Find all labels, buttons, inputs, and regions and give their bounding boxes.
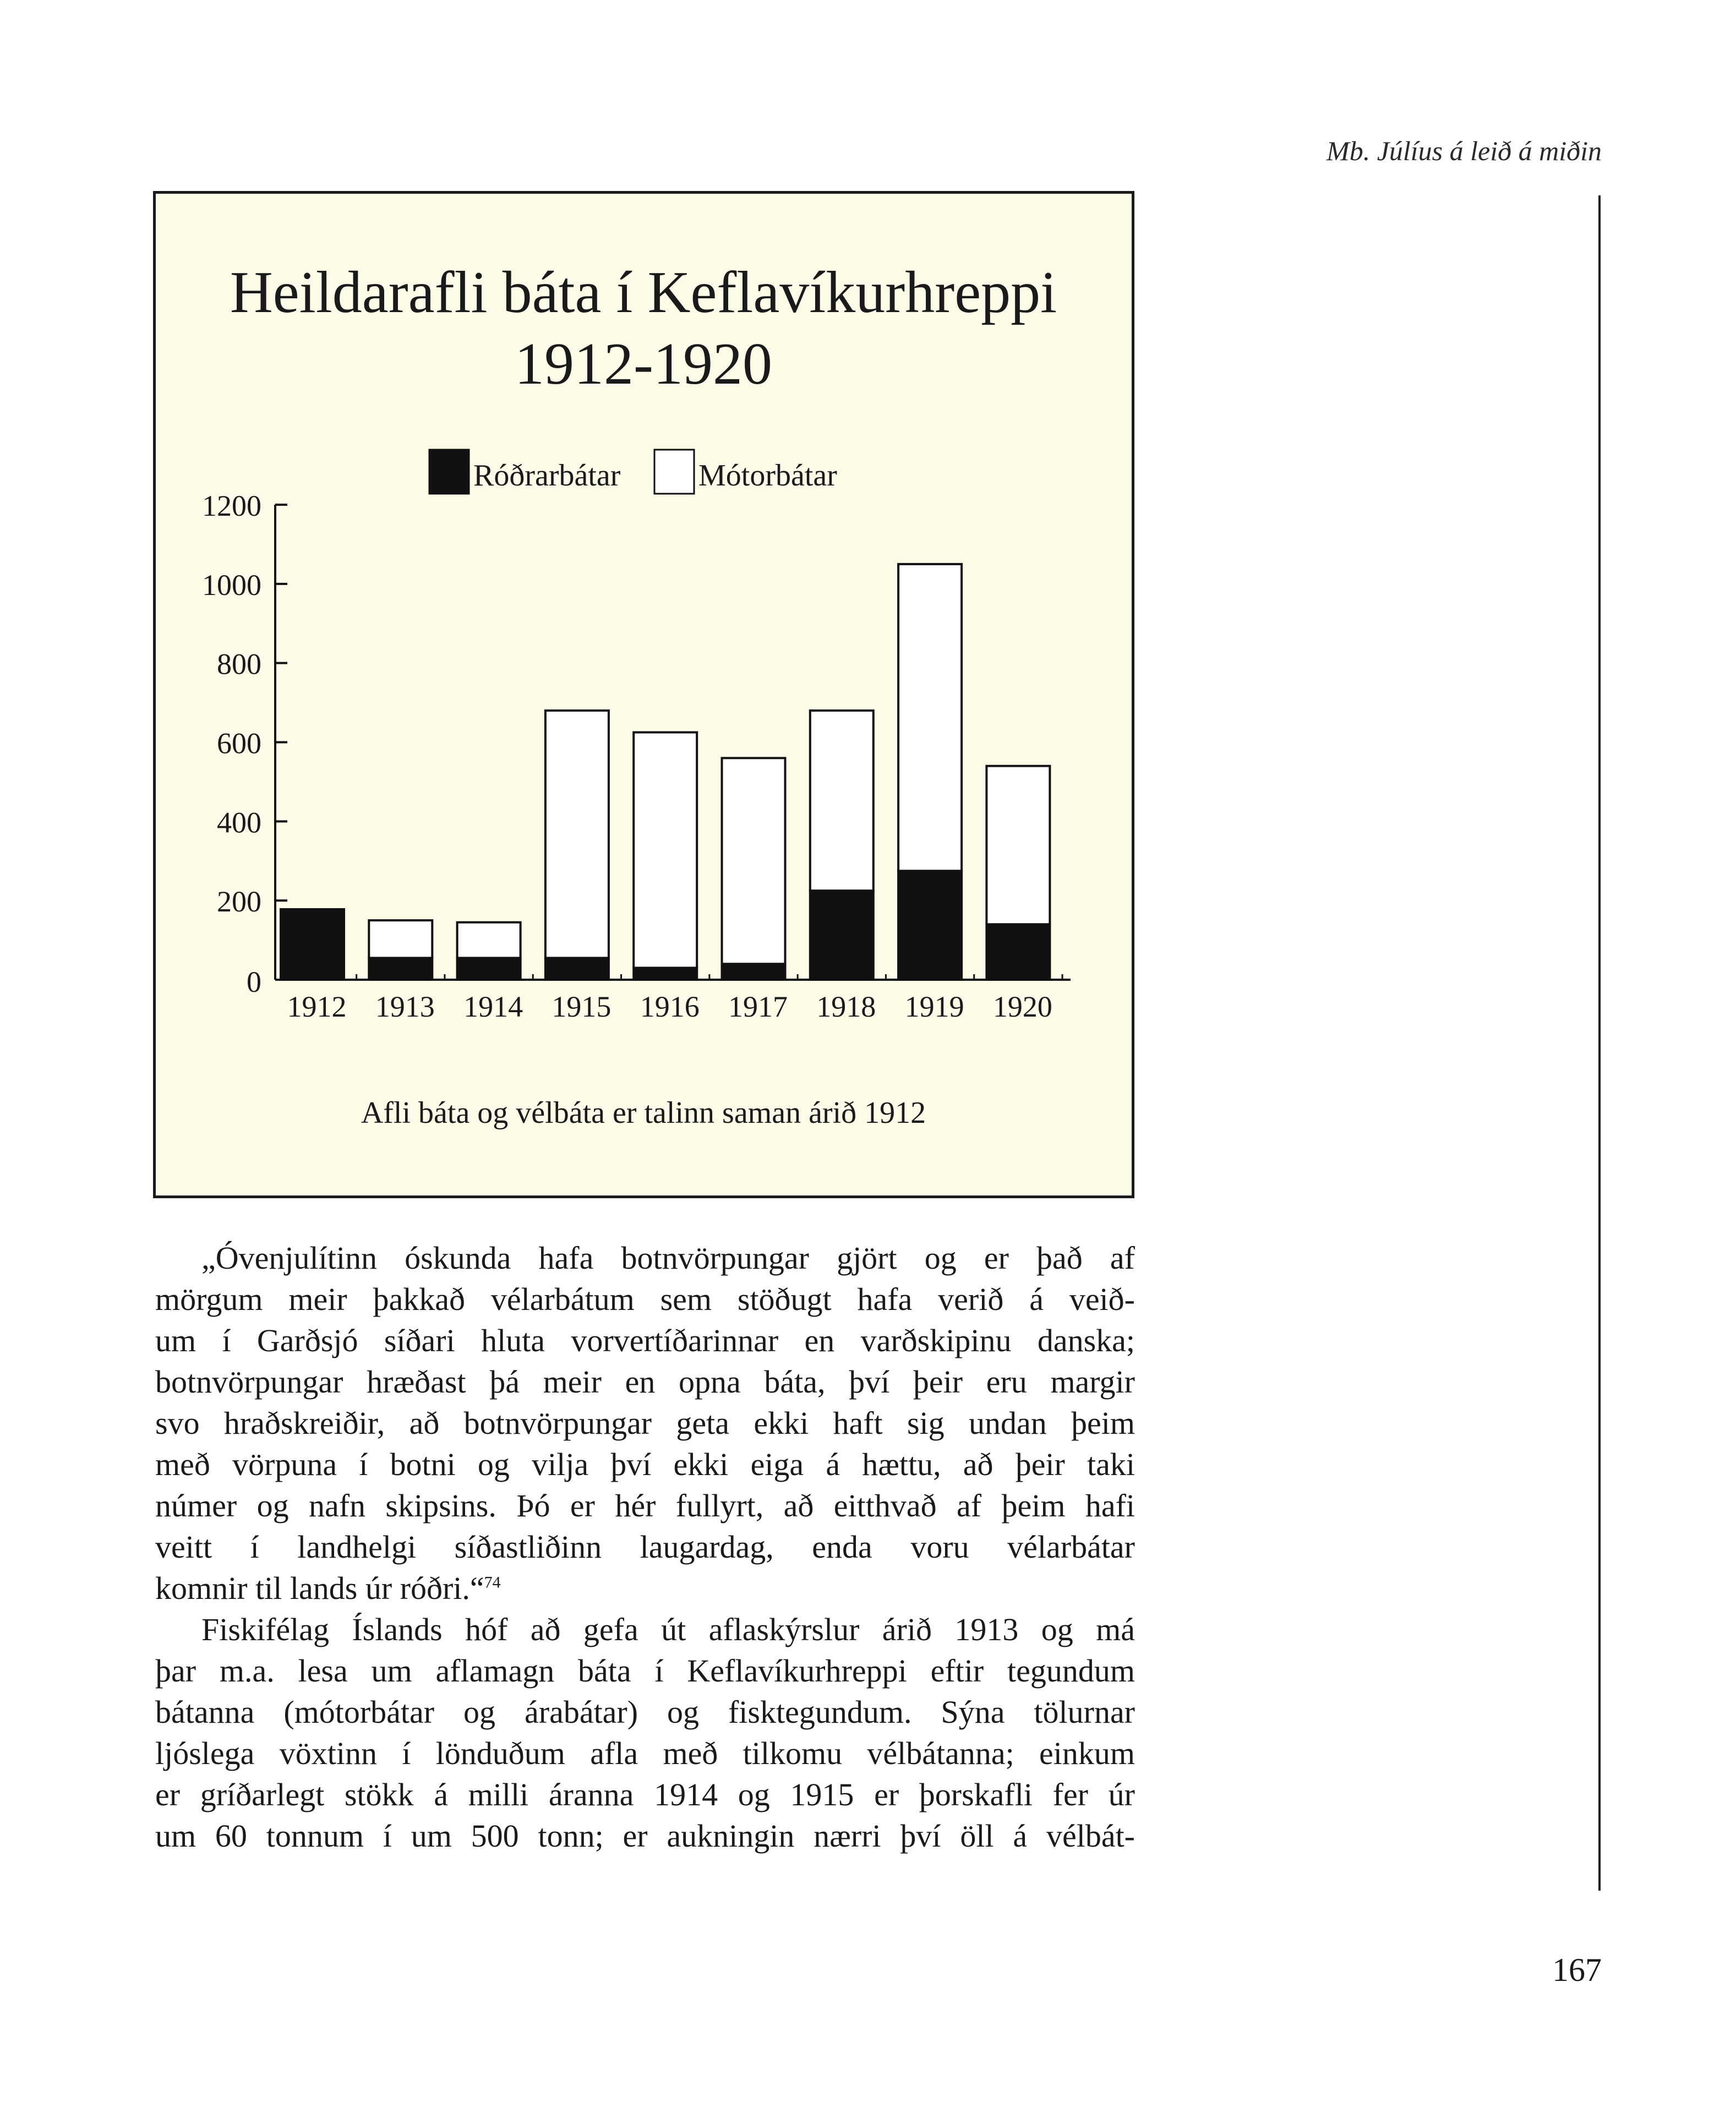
bar-1919-rodrarbatar: [898, 871, 962, 980]
text-line-content: um 60 tonnum í um 500 tonn; er aukningin nærri því öll á vélbát-: [155, 1818, 1135, 1854]
text-line-content: með vörpuna í botni og vilja því ekki eiga á hættu, að þeir taki: [155, 1446, 1135, 1482]
x-tick-label-1914: 1914: [463, 990, 523, 1023]
bar-1915-rodrarbatar: [545, 958, 609, 980]
x-tick-label-1917: 1917: [728, 990, 788, 1023]
text-line: [155, 1568, 1135, 1609]
text-line-content: veitt í landhelgi síðastliðinn laugardag, enda voru vélarbátar: [155, 1529, 1135, 1565]
text-line: [155, 1402, 1135, 1444]
text-line-content: bátanna (mótorbátar og árabátar) og fisktegundum. Sýna tölurnar: [155, 1694, 1135, 1730]
x-tick-label-1913: 1913: [375, 990, 435, 1023]
chart-caption: Afli báta og vélbáta er talinn saman árið 1912: [361, 1096, 926, 1130]
text-line: [155, 1485, 1135, 1526]
bar-1912-rodrarbatar: [281, 909, 344, 980]
y-tick-label-800: 800: [217, 647, 261, 681]
bar-1914-rodrarbatar: [457, 958, 521, 980]
y-tick-label-200: 200: [217, 885, 261, 919]
x-tick-label-1919: 1919: [904, 990, 964, 1023]
y-tick-label-1200: 1200: [202, 489, 261, 522]
bar-1918-rodrarbatar: [810, 891, 874, 980]
text-line: [155, 1815, 1135, 1857]
text-line: [155, 1361, 1135, 1402]
text-line-content: Fiskifélag Íslands hóf að gefa út aflaskýrslur árið 1913 og má: [201, 1612, 1135, 1647]
text-line: [155, 1774, 1135, 1815]
x-tick-label-1915: 1915: [552, 990, 612, 1023]
text-line-content: svo hraðskreiðir, að botnvörpungar geta ekki haft sig undan þeim: [155, 1405, 1135, 1441]
bar-1915-motorbatar: [545, 711, 609, 958]
y-axis: [202, 489, 287, 998]
legend-swatch-motorbatar: [654, 450, 694, 494]
text-line: [155, 1691, 1135, 1733]
y-tick-label-600: 600: [217, 727, 261, 760]
text-line-content: númer og nafn skipsins. Þó er hér fullyrt, að eitthvað af þeim hafi: [155, 1488, 1135, 1524]
bar-1913-rodrarbatar: [369, 958, 432, 980]
text-line: [155, 1526, 1135, 1568]
x-tick-label-1912: 1912: [287, 990, 347, 1023]
y-tick-label-1000: 1000: [202, 568, 261, 602]
footnote-marker: 74: [484, 1573, 501, 1592]
body-text: [155, 1237, 1135, 1857]
bar-1918-motorbatar: [810, 711, 874, 891]
text-line: [155, 1650, 1135, 1691]
chart-legend: [429, 450, 837, 494]
text-line-content: mörgum meir þakkað vélarbátum sem stöðugt hafa verið á veið-: [155, 1281, 1135, 1317]
y-tick-label-400: 400: [217, 806, 261, 839]
bar-group: [281, 564, 1050, 980]
chart-title-line1: Heildarafli báta í Keflavíkurhreppi: [230, 260, 1057, 325]
x-axis: [275, 974, 1071, 1023]
text-line-content: þar m.a. lesa um aflamagn báta í Keflavíkurhreppi eftir tegundum: [155, 1653, 1135, 1689]
page-number: 167: [1552, 1952, 1602, 1988]
y-tick-label-0: 0: [247, 965, 261, 998]
legend-label-motorbatar: Mótorbátar: [698, 458, 837, 493]
text-line: [155, 1279, 1135, 1320]
text-line-content: um í Garðsjó síðari hluta vorvertíðarinnar en varðskipinu danska;: [155, 1323, 1135, 1358]
bar-1917-rodrarbatar: [722, 964, 785, 980]
margin-rule: [1598, 195, 1601, 1891]
text-line-content: er gríðarlegt stökk á milli áranna 1914 og 1915 er þorskafli fer úr: [155, 1777, 1135, 1812]
bar-1919-motorbatar: [898, 564, 962, 871]
chart-title-line2: 1912-1920: [515, 331, 772, 397]
text-line: [155, 1444, 1135, 1485]
bar-1920-motorbatar: [986, 766, 1050, 925]
x-tick-label-1916: 1916: [640, 990, 700, 1023]
text-line-content: komnir til lands úr róðri.“: [155, 1570, 484, 1606]
text-line: [155, 1237, 1135, 1279]
bar-1917-motorbatar: [722, 758, 785, 964]
legend-swatch-rodrarbatar: [429, 450, 469, 494]
text-line-content: „Óvenjulítinn óskunda hafa botnvörpungar gjört og er það af: [201, 1240, 1135, 1276]
text-line: [155, 1320, 1135, 1361]
bar-1920-rodrarbatar: [986, 924, 1050, 980]
text-line-content: ljóslega vöxtinn í lönduðum afla með tilkomu vélbátanna; einkum: [155, 1735, 1135, 1771]
running-head: Mb. Júlíus á leið á miðin: [1326, 135, 1602, 166]
bar-1916-rodrarbatar: [634, 968, 697, 980]
bar-1916-motorbatar: [634, 733, 697, 968]
x-tick-label-1918: 1918: [816, 990, 876, 1023]
text-line: [155, 1609, 1135, 1650]
chart-panel: [153, 191, 1134, 1198]
bar-1913-motorbatar: [369, 920, 432, 958]
text-line-content: botnvörpungar hræðast þá meir en opna báta, því þeir eru margir: [155, 1364, 1135, 1400]
bar-1914-motorbatar: [457, 922, 521, 958]
legend-label-rodrarbatar: Róðrarbátar: [473, 458, 621, 493]
bar-chart: [156, 194, 1132, 1195]
text-line: [155, 1733, 1135, 1774]
x-tick-label-1920: 1920: [992, 990, 1052, 1023]
